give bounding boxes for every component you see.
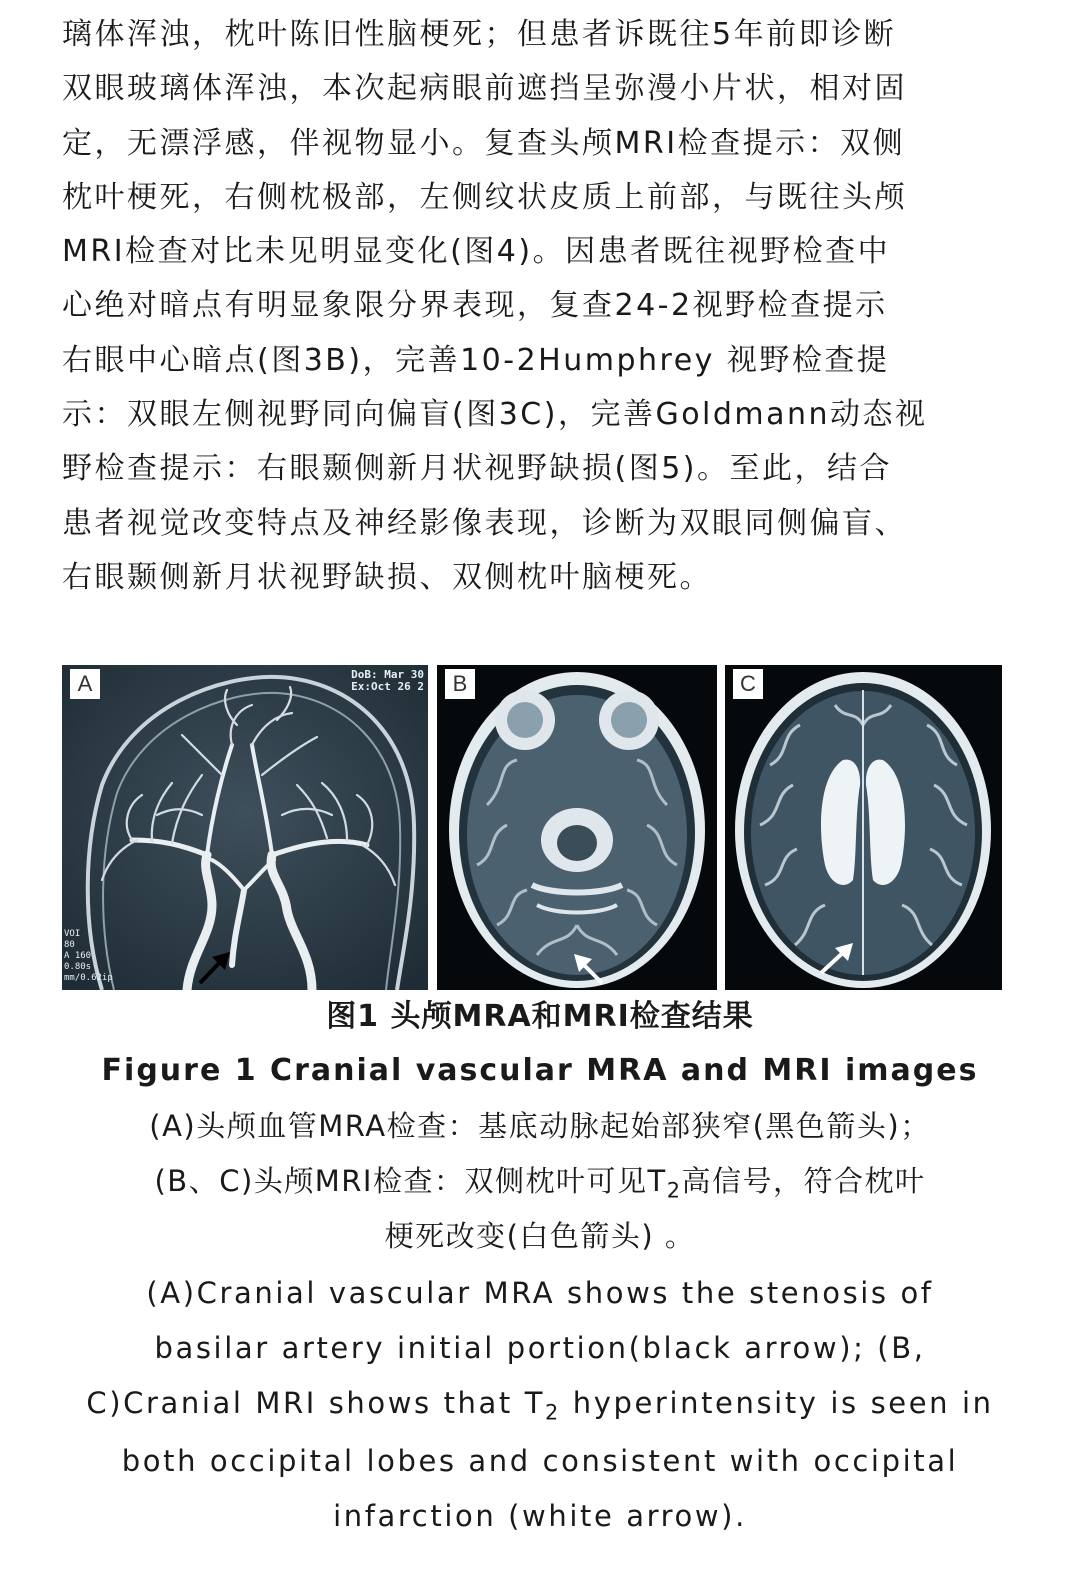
- body-line: 患者视觉改变特点及神经影像表现，诊断为双眼同侧偏盲、: [62, 505, 907, 541]
- figure-caption-title-cn: 图1 头颅MRA和MRI检查结果: [326, 999, 754, 1034]
- mri-brain-image: [437, 665, 717, 990]
- mri-axial-image-c: [725, 665, 1002, 990]
- body-line: 右眼中心暗点(图3B)，完善10-2Humphrey 视野检查提: [62, 342, 890, 378]
- body-line: 野检查提示：右眼颞侧新月状视野缺损(图5)。至此，结合: [62, 451, 892, 487]
- caption-en-line: basilar artery initial portion(black arrow); (B,: [154, 1331, 926, 1365]
- mri-axial-image-b: [437, 665, 717, 990]
- figure-1: [62, 665, 1002, 990]
- body-line: 心绝对暗点有明显象限分界表现，复查24-2视野检查提示: [62, 288, 888, 324]
- caption-en-line: infarction (white arrow).: [333, 1499, 747, 1533]
- body-line: 定，无漂浮感，伴视物显小。复查头颅MRI检查提示：双侧: [62, 125, 906, 161]
- mra-angiogram-image: [62, 665, 428, 990]
- panel-label-a: A: [70, 669, 100, 699]
- body-paragraph: [62, 8, 1007, 605]
- caption-cn-line: (B、C)头颅MRI检查：双侧枕叶可见$T_2$高信号，符合枕叶: [154, 1164, 926, 1203]
- panel-label-b: B: [445, 669, 475, 699]
- mri-brain-image: [725, 665, 1002, 990]
- mra-image-panel: [62, 665, 428, 990]
- panel-label-c: C: [733, 669, 763, 699]
- caption-en-line: (A)Cranial vascular MRA shows the stenosis of: [146, 1276, 934, 1310]
- scan-info-overlay: DoB: Mar 30 Ex:Oct 26 2: [351, 668, 424, 693]
- body-line: MRI检查对比未见明显变化(图4)。因患者既往视野检查中: [62, 234, 891, 270]
- caption-cn-line: (A)头颅血管MRA检查：基底动脉起始部狭窄(黑色箭头)；: [149, 1109, 931, 1143]
- figure-caption-title-en: Figure 1 Cranial vascular MRA and MRI images: [101, 1053, 979, 1088]
- body-line: 右眼颞侧新月状视野缺损、双侧枕叶脑梗死。: [62, 559, 712, 595]
- scan-params-overlay: VOI 80 A 160 0.80s mm/0.62ip: [64, 929, 113, 983]
- body-line: 璃体浑浊，枕叶陈旧性脑梗死；但患者诉既往5年前即诊断: [62, 17, 897, 52]
- body-line: 示：双眼左侧视野同向偏盲(图3C)，完善Goldmann动态视: [62, 397, 928, 433]
- caption-en-line: both occipital lobes and consistent with occipital: [121, 1444, 959, 1478]
- body-line: 枕叶梗死，右侧枕极部，左侧纹状皮质上前部，与既往头颅: [62, 179, 907, 215]
- body-line: 双眼玻璃体浑浊，本次起病眼前遮挡呈弥漫小片状，相对固: [62, 71, 907, 107]
- caption-en-line: C)Cranial MRI shows that $T_2$ hyperintensity is seen in: [86, 1386, 994, 1425]
- caption-cn-line: 梗死改变(白色箭头) 。: [384, 1219, 696, 1253]
